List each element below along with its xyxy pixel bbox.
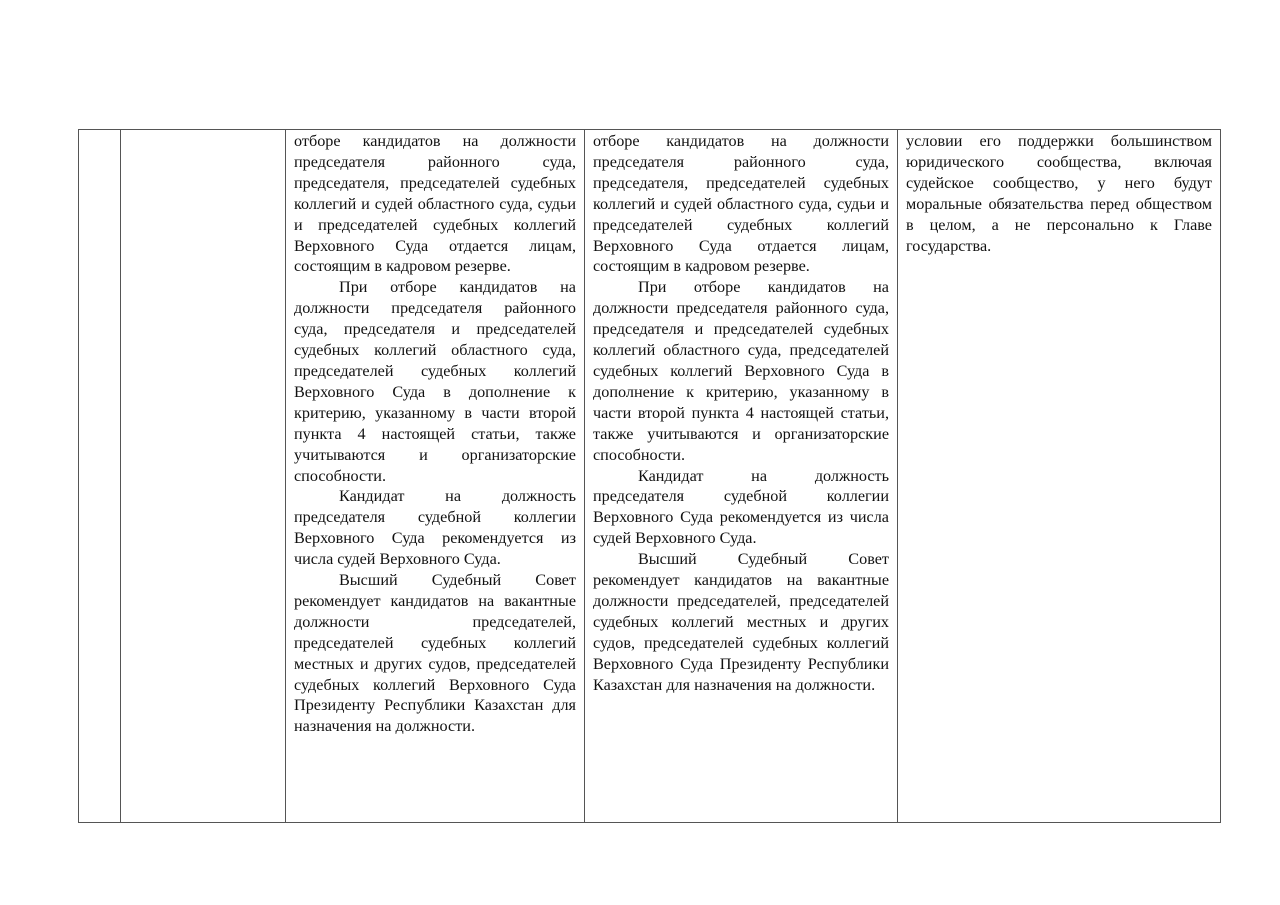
paragraph: Кандидат на должность председателя судебной коллегии Верховного Суда рекомендуется из числа судей Верховного Суда.	[294, 487, 576, 569]
paragraph: условии его поддержки большинством юридического сообщества, включая судейское сообщество, у него будут моральные обязательства перед обществом в целом, а не персонально к Главе государства.	[906, 132, 1212, 255]
paragraph: отборе кандидатов на должности председателя районного суда, председателя, председателей судебных коллегий и судей областного суда, судьи и председателей судебных коллегий Верховного Суда отдается лицам, состоящим в кадровом резерве.	[593, 132, 889, 276]
proposed-text-cell	[585, 130, 898, 823]
rationale-cell	[898, 130, 1221, 823]
article-cell	[121, 130, 286, 823]
paragraph: отборе кандидатов на должности председателя районного суда, председателя, председателей судебных коллегий и судей областного суда, судьи и председателей судебных коллегий Верховного Суда отдается лицам, состоящим в кадровом резерве.	[294, 132, 576, 276]
paragraph: Кандидат на должность председателя судебной коллегии Верховного Суда рекомендуется из числа судей Верховного Суда.	[593, 466, 889, 548]
table-row	[79, 130, 1221, 823]
number-cell	[79, 130, 121, 823]
current-text-cell	[286, 130, 585, 823]
paragraph: Высший Судебный Совет рекомендует кандидатов на вакантные должности председателей, председателей судебных коллегий местных и других судов, председателей судебных коллегий Верховного Суда Президенту Республики Казахстан для назначения на должности.	[593, 550, 889, 694]
paragraph: Высший Судебный Совет рекомендует кандидатов на вакантные должности председателей, председателей судебных коллегий местных и других судов, председателей судебных коллегий Верховного Суда Президенту Республики Казахстан для назначения на должности.	[294, 571, 576, 736]
paragraph: При отборе кандидатов на должности председателя районного суда, председателя и председателей судебных коллегий областного суда, председателей судебных коллегий Верховного Суда в дополнение к критерию, указанному в части второй пункта 4 настоящей статьи, также учитываются и организаторские способности.	[294, 278, 576, 485]
comparison-table	[78, 129, 1221, 823]
paragraph: При отборе кандидатов на должности председателя районного суда, председателя и председателей судебных коллегий областного суда, председателей судебных коллегий Верховного Суда в дополнение к критерию, указанному в части второй пункта 4 настоящей статьи, также учитываются и организаторские способности.	[593, 278, 889, 464]
